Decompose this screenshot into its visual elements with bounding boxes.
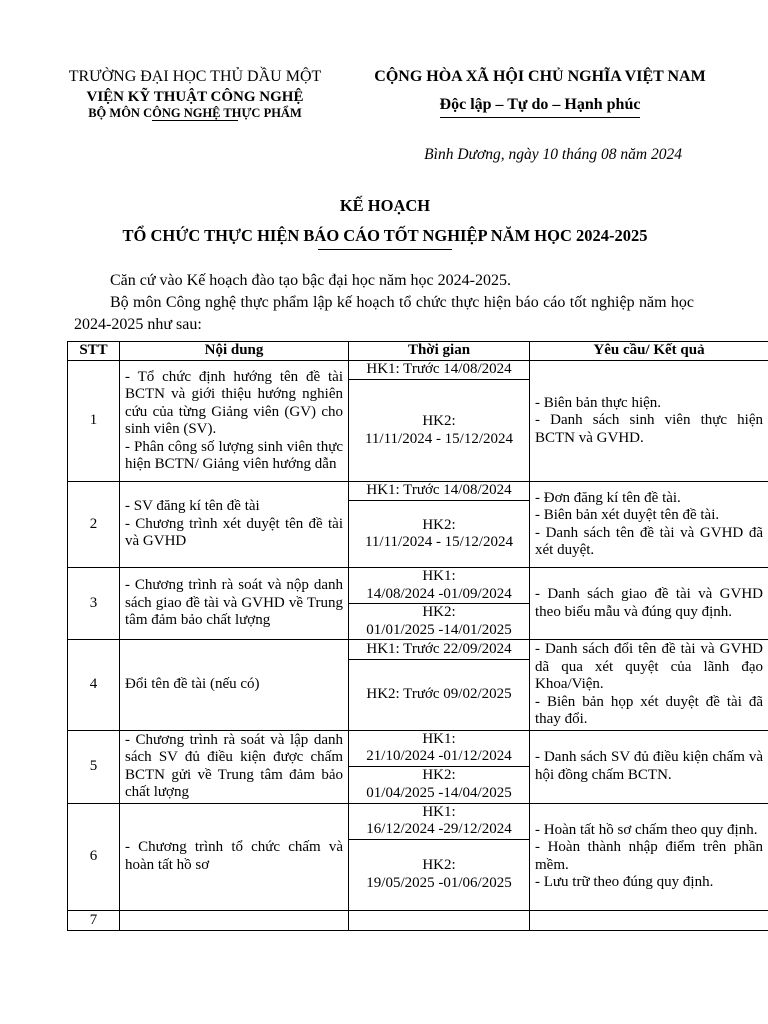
row-hk1: HK1: Trước 14/08/2024 xyxy=(349,361,530,380)
title-rule xyxy=(318,249,452,250)
row-content: - Chương trình rà soát và nộp danh sách giao đề tài và GVHD về Trung tâm đảm bảo chất lượng xyxy=(120,568,349,640)
row-hk2: HK2: 01/04/2025 -14/04/2025 xyxy=(349,767,530,804)
header-content: Nội dung xyxy=(120,342,349,361)
row-result: - Hoàn tất hồ sơ chấm theo quy định. - Hoàn thành nhập điểm trên phần mềm. - Lưu trữ theo đúng quy định. xyxy=(530,803,768,910)
row-stt: 7 xyxy=(68,910,120,931)
header-time: Thời gian xyxy=(349,342,530,361)
table-row xyxy=(68,482,768,501)
row-stt: 6 xyxy=(68,803,120,910)
university-name: TRƯỜNG ĐẠI HỌC THỦ DẦU MỘT xyxy=(68,68,322,85)
row-content: - SV đăng kí tên đề tài - Chương trình xét duyệt tên đề tài và GVHD xyxy=(120,482,349,568)
motto: Độc lập – Tự do – Hạnh phúc xyxy=(439,96,641,113)
plan-table xyxy=(67,341,768,931)
row-stt: 2 xyxy=(68,482,120,568)
row-stt: 4 xyxy=(68,640,120,731)
row-hk2: HK2: Trước 09/02/2025 xyxy=(349,659,530,730)
header-result: Yêu cầu/ Kết quả xyxy=(530,342,768,361)
row-hk1 xyxy=(349,910,530,931)
document-date: Bình Dương, ngày 10 tháng 08 năm 2024 xyxy=(424,146,682,163)
title-line-2: TỔ CHỨC THỰC HIỆN BÁO CÁO TỐT NGHIỆP NĂM HỌC 2024-2025 xyxy=(122,226,648,245)
row-hk2: HK2: 11/11/2024 - 15/12/2024 xyxy=(349,501,530,568)
row-result: - Đơn đăng kí tên đề tài. - Biên bản xét duyệt tên đề tài. - Danh sách tên đề tài và GVHD đã xét duyệt. xyxy=(530,482,768,568)
intro-paragraph-1: Căn cứ vào Kế hoạch đào tạo bậc đại học năm học 2024-2025. xyxy=(110,272,511,289)
header-stt: STT xyxy=(68,342,120,361)
title-line-1: KẾ HOẠCH xyxy=(339,196,431,215)
row-hk1: HK1: Trước 14/08/2024 xyxy=(349,482,530,501)
row-content: - Chương trình rà soát và lập danh sách SV đủ điều kiện được chấm BCTN gửi về Trung tâm đảm bảo chất lượng xyxy=(120,730,349,803)
document-title xyxy=(40,195,730,250)
row-hk1: HK1: Trước 22/09/2024 xyxy=(349,640,530,660)
row-result: - Danh sách giao đề tài và GVHD theo biểu mẫu và đúng quy định. xyxy=(530,568,768,640)
row-hk2: HK2: 19/05/2025 -01/06/2025 xyxy=(349,839,530,910)
row-hk1: HK1: 14/08/2024 -01/09/2024 xyxy=(349,568,530,604)
row-stt: 3 xyxy=(68,568,120,640)
row-result: - Danh sách đổi tên đề tài và GVHD dã qua xét quyệt của lãnh đạo Khoa/Viện. - Biên bản họp xét duyệt đề tài đã thay đổi. xyxy=(530,640,768,731)
table-row xyxy=(68,568,768,604)
row-hk2: HK2: 01/01/2025 -14/01/2025 xyxy=(349,604,530,640)
header-right-rule xyxy=(440,117,640,118)
table-row xyxy=(68,640,768,660)
row-result xyxy=(530,910,768,931)
table-row xyxy=(68,803,768,839)
header-left-rule xyxy=(152,120,238,121)
row-result: - Danh sách SV đủ điều kiện chấm và hội đồng chấm BCTN. xyxy=(530,730,768,803)
table-row xyxy=(68,361,768,380)
row-hk1: HK1: 21/10/2024 -01/12/2024 xyxy=(349,730,530,767)
table-row xyxy=(68,910,768,931)
row-content: - Tổ chức định hướng tên đề tài BCTN và giới thiệu hướng nghiên cứu của từng Giảng viên (GV) cho sinh viên (SV). - Phân công số lượng sinh viên thực hiện BCTN/ Giảng viên hướng dẫn xyxy=(120,361,349,482)
row-hk2: HK2: 11/11/2024 - 15/12/2024 xyxy=(349,380,530,482)
table-header-row xyxy=(68,342,768,361)
nation-name: CỘNG HÒA XÃ HỘI CHỦ NGHĨA VIỆT NAM xyxy=(374,68,706,85)
institute-name: VIỆN KỸ THUẬT CÔNG NGHỆ xyxy=(86,89,304,105)
header-right xyxy=(350,66,730,118)
row-content: - Chương trình tổ chức chấm và hoàn tất hồ sơ xyxy=(120,803,349,910)
row-content xyxy=(120,910,349,931)
intro-paragraph-2: Bộ môn Công nghệ thực phẩm lập kế hoạch tổ chức thực hiện báo cáo tốt nghiệp năm học 2024-2025 như sau: xyxy=(74,294,694,333)
row-stt: 5 xyxy=(68,730,120,803)
intro xyxy=(74,270,694,336)
row-hk1: HK1: 16/12/2024 -29/12/2024 xyxy=(349,803,530,839)
header-left xyxy=(40,66,350,121)
row-stt: 1 xyxy=(68,361,120,482)
department-name: BỘ MÔN CÔNG NGHỆ THỰC PHẨM xyxy=(88,106,302,120)
row-result: - Biên bản thực hiện. - Danh sách sinh viên thực hiện BCTN và GVHD. xyxy=(530,361,768,482)
table-row xyxy=(68,730,768,767)
row-content: Đổi tên đề tài (nếu có) xyxy=(120,640,349,731)
